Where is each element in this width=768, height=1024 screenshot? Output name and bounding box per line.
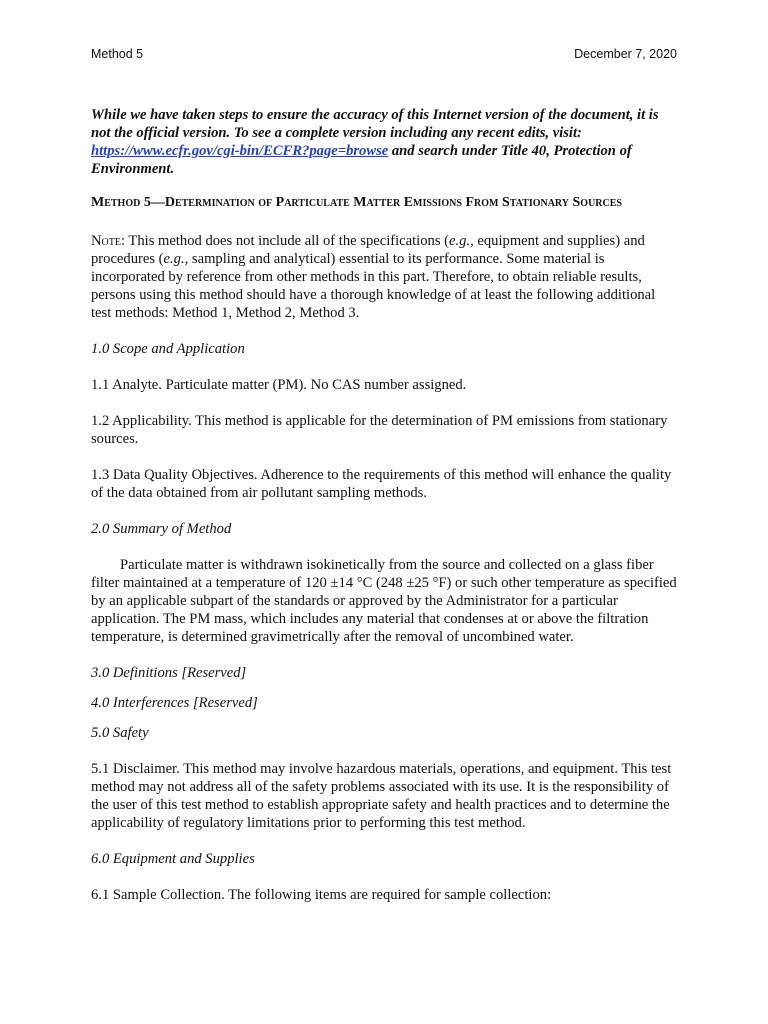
section-heading-2: 2.0 Summary of Method bbox=[91, 521, 232, 537]
section-heading-3: 3.0 Definitions [Reserved] bbox=[91, 665, 247, 681]
header-date: December 7, 2020 bbox=[574, 47, 677, 61]
document-title: Method 5—Determination of Particulate Matter Emissions From Stationary Sources bbox=[91, 195, 622, 210]
paragraph-6-1: 6.1 Sample Collection. The following items are required for sample collection: bbox=[91, 887, 552, 903]
section-heading-4: 4.0 Interferences [Reserved] bbox=[91, 695, 258, 711]
note-paragraph: Note: This method does not include all of the specifications (e.g., equipment and supplies) and procedures (e.g., sampling and analytical) essential to its performance. Some material is incorporated by reference from other methods in this part. Therefore, to obtain reliable results, persons using this method should have a thorough knowledge of at least the following additional test methods: Method 1, Method 2, Method 3. bbox=[91, 233, 656, 321]
disclaimer-before: While we have taken steps to ensure the accuracy of this Internet version of the document, it is not the official version. To see a complete version including any recent edits, visit: bbox=[91, 107, 659, 141]
paragraph-1-3: 1.3 Data Quality Objectives. Adherence to the requirements of this method will enhance the quality of the data obtained from air pollutant sampling methods. bbox=[91, 467, 672, 501]
ecfr-link[interactable]: https://www.ecfr.gov/cgi-bin/ECFR?page=browse bbox=[91, 143, 389, 159]
document-body bbox=[91, 106, 679, 922]
paragraph-2: Particulate matter is withdrawn isokinetically from the source and collected on a glass fiber filter maintained at a temperature of 120 ±14 °C (248 ±25 °F) or such other temperature as specified by an applicable subpart of the standards or approved by the Administrator for a particular application. The PM mass, which includes any material that condenses at or above the filtration temperature, is determined gravimetrically after the removal of uncombined water. bbox=[91, 557, 677, 645]
section-heading-5: 5.0 Safety bbox=[91, 725, 149, 741]
disclaimer bbox=[91, 106, 679, 178]
section-heading-6: 6.0 Equipment and Supplies bbox=[91, 851, 255, 867]
paragraph-1-2: 1.2 Applicability. This method is applicable for the determination of PM emissions from stationary sources. bbox=[91, 413, 668, 447]
header-method: Method 5 bbox=[91, 47, 144, 61]
paragraph-1-1: 1.1 Analyte. Particulate matter (PM). No CAS number assigned. bbox=[91, 377, 467, 393]
note-label: Note: bbox=[91, 233, 126, 249]
disclaimer-after: and search under Title 40, Protection of Environment. bbox=[91, 143, 632, 177]
page-header bbox=[91, 47, 677, 61]
section-heading-1: 1.0 Scope and Application bbox=[91, 341, 245, 357]
paragraph-5-1: 5.1 Disclaimer. This method may involve hazardous materials, operations, and equipment. This test method may not address all of the safety problems associated with its use. It is the responsibility of the user of this test method to establish appropriate safety and health practices and to determine the applicability of regulatory limitations prior to performing this test method. bbox=[91, 761, 672, 831]
